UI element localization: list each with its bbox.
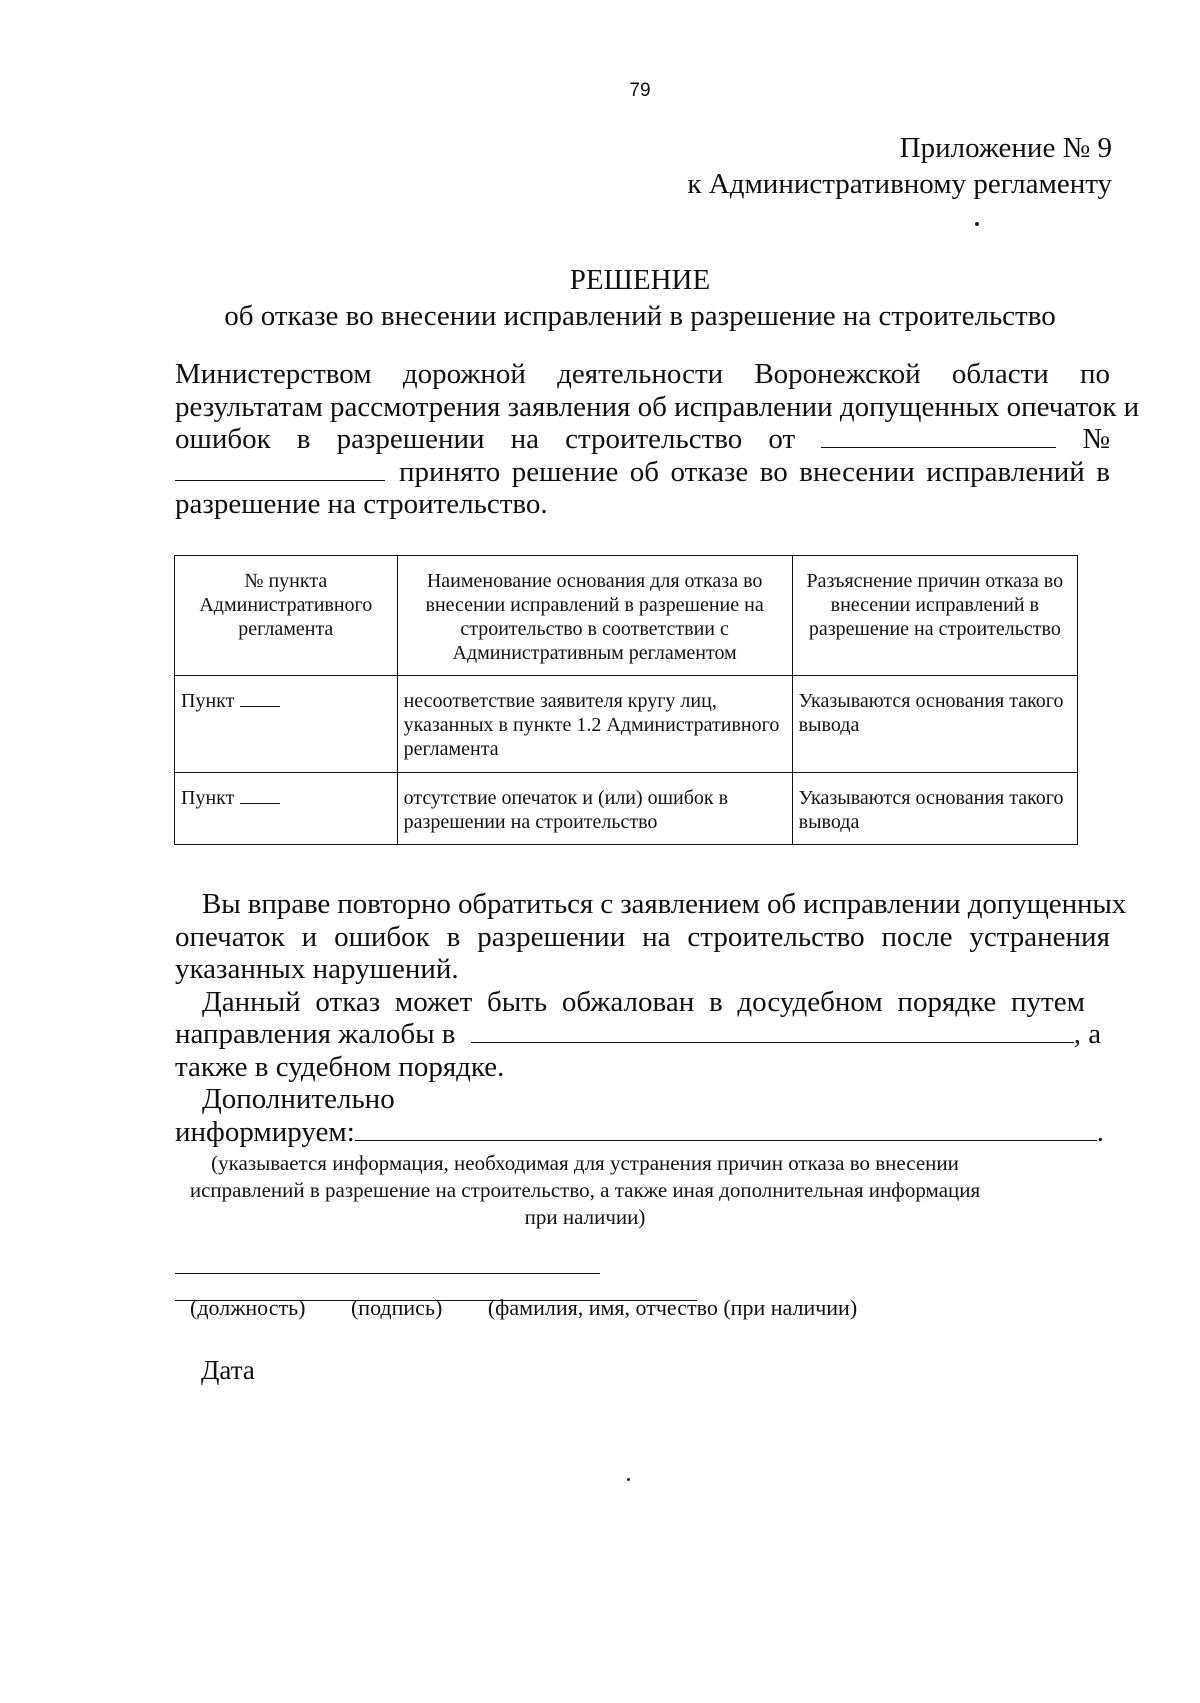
table-header-cell: № пункта Административного регламента bbox=[175, 556, 398, 676]
table-cell-point bbox=[175, 676, 398, 773]
table-header-cell: Наименование основания для отказа во внесении исправлений в разрешение на строительство в соответствии с Административным регламентом bbox=[397, 556, 792, 676]
scan-dot bbox=[627, 1478, 630, 1481]
body-word: после bbox=[881, 920, 953, 953]
body-word: в bbox=[446, 920, 461, 953]
number-blank-line bbox=[175, 479, 385, 481]
para1-line-1: Вы вправе повторно обратиться с заявлением об исправлении допущенных bbox=[202, 888, 1127, 920]
para1-line-2 bbox=[175, 921, 1110, 954]
date-label: Дата bbox=[201, 1355, 255, 1385]
intro-line-2: результатам рассмотрения заявления об исправлении допущенных опечаток и bbox=[175, 390, 1140, 423]
appendix-reference: к Административному регламенту bbox=[687, 168, 1112, 200]
body-word: отказ bbox=[315, 985, 381, 1018]
title-heading: РЕШЕНИЕ bbox=[569, 264, 711, 296]
table-cell-reason: несоответствие заявителя кругу лиц, указанных в пункте 1.2 Административного регламента bbox=[397, 676, 792, 773]
table-row bbox=[175, 773, 1078, 845]
body-word: опечаток bbox=[175, 920, 285, 953]
intro-line-5: разрешение на строительство. bbox=[175, 488, 548, 520]
intro-word: в bbox=[296, 423, 311, 455]
table-row bbox=[175, 676, 1078, 773]
para1-line-3: указанных нарушений. bbox=[175, 953, 459, 985]
appeal-text: направления жалобы в bbox=[175, 1018, 456, 1050]
intro-word: деятельности bbox=[557, 358, 724, 390]
signature-line-upper bbox=[175, 1273, 600, 1274]
intro-word: строительство bbox=[565, 423, 743, 455]
intro-word: области bbox=[951, 358, 1049, 390]
intro-paragraph bbox=[175, 358, 1140, 521]
para2-line-3: также в судебном порядке. bbox=[175, 1050, 505, 1083]
scan-dot bbox=[975, 222, 979, 226]
page-number: 79 bbox=[629, 80, 651, 101]
number-sign: № bbox=[1082, 423, 1110, 455]
intro-word: Министерством bbox=[175, 358, 372, 390]
intro-word: ошибок bbox=[175, 423, 271, 455]
body-word: ошибок bbox=[334, 920, 430, 953]
appendix-number: Приложение № 9 bbox=[899, 132, 1112, 164]
body-word: Данный bbox=[202, 985, 301, 1018]
body-word: быть bbox=[486, 985, 548, 1018]
para2-line-1 bbox=[175, 986, 1085, 1019]
date-blank-line bbox=[821, 446, 1056, 448]
body-word: досудебном bbox=[737, 985, 883, 1018]
body-word: строительство bbox=[687, 920, 865, 953]
point-blank-line bbox=[240, 802, 280, 804]
body-word: в bbox=[708, 985, 723, 1018]
intro-line-4 bbox=[175, 456, 1110, 489]
point-label: Пункт bbox=[181, 787, 235, 809]
appendix-header bbox=[687, 130, 1112, 202]
full-name-label: (фамилия, имя, отчество (при наличии) bbox=[487, 1295, 858, 1320]
table-cell-explanation: Указываются основания такого вывода bbox=[792, 773, 1077, 845]
para3-line-1: Дополнительно bbox=[202, 1083, 395, 1115]
intro-word: от bbox=[768, 423, 796, 455]
signature-labels bbox=[190, 1295, 897, 1321]
point-blank-line bbox=[240, 705, 280, 707]
inform-blank-line bbox=[355, 1139, 1097, 1141]
appeal-blank-line bbox=[471, 1041, 1074, 1043]
intro-line-3 bbox=[175, 423, 1110, 456]
intro-line-4-text: принято решение об отказе во внесении исправлений в bbox=[399, 455, 1110, 488]
document-title bbox=[175, 262, 1105, 334]
instruction-note: (указывается информация, необходимая для устранения причин отказа во внесении исправлений в разрешение на строительство, а также иная дополнительная информация при наличии) bbox=[189, 1151, 981, 1229]
position-label: (должность) bbox=[190, 1295, 306, 1320]
intro-word: дорожной bbox=[402, 358, 526, 390]
inform-end: . bbox=[1096, 1115, 1105, 1148]
intro-word: разрешении bbox=[336, 423, 485, 455]
body-word: и bbox=[301, 920, 318, 953]
intro-word: на bbox=[510, 423, 540, 455]
point-label: Пункт bbox=[181, 690, 235, 712]
body-word: устранения bbox=[969, 920, 1110, 953]
title-subheading: об отказе во внесении исправлений в разрешение на строительство bbox=[224, 300, 1056, 332]
para3-line-2 bbox=[175, 1116, 1110, 1149]
body-word: путем bbox=[1011, 985, 1085, 1018]
table-cell-reason: отсутствие опечаток и (или) ошибок в разрешении на строительство bbox=[397, 773, 792, 845]
inform-label: информируем: bbox=[175, 1115, 355, 1148]
table-header-row bbox=[175, 556, 1078, 676]
body-word: на bbox=[642, 920, 671, 953]
appeal-text-end: , а bbox=[1073, 1018, 1102, 1050]
body-word: обжалован bbox=[561, 985, 695, 1018]
body-word: может bbox=[394, 985, 473, 1018]
signature-label: (подпись) bbox=[350, 1295, 443, 1320]
table-cell-point bbox=[175, 773, 398, 845]
body-paragraphs bbox=[175, 888, 1127, 1148]
intro-word: Воронежской bbox=[754, 358, 921, 390]
intro-line-1 bbox=[175, 358, 1110, 391]
table-cell-explanation: Указываются основания такого вывода bbox=[792, 676, 1077, 773]
body-word: порядке bbox=[897, 985, 997, 1018]
body-word: разрешении bbox=[477, 920, 626, 953]
para2-line-2 bbox=[175, 1018, 1110, 1051]
table-header-cell: Разъяснение причин отказа во внесении исправлений в разрешение на строительство bbox=[792, 556, 1077, 676]
refusal-reasons-table bbox=[174, 555, 1078, 845]
intro-word: по bbox=[1079, 358, 1110, 390]
